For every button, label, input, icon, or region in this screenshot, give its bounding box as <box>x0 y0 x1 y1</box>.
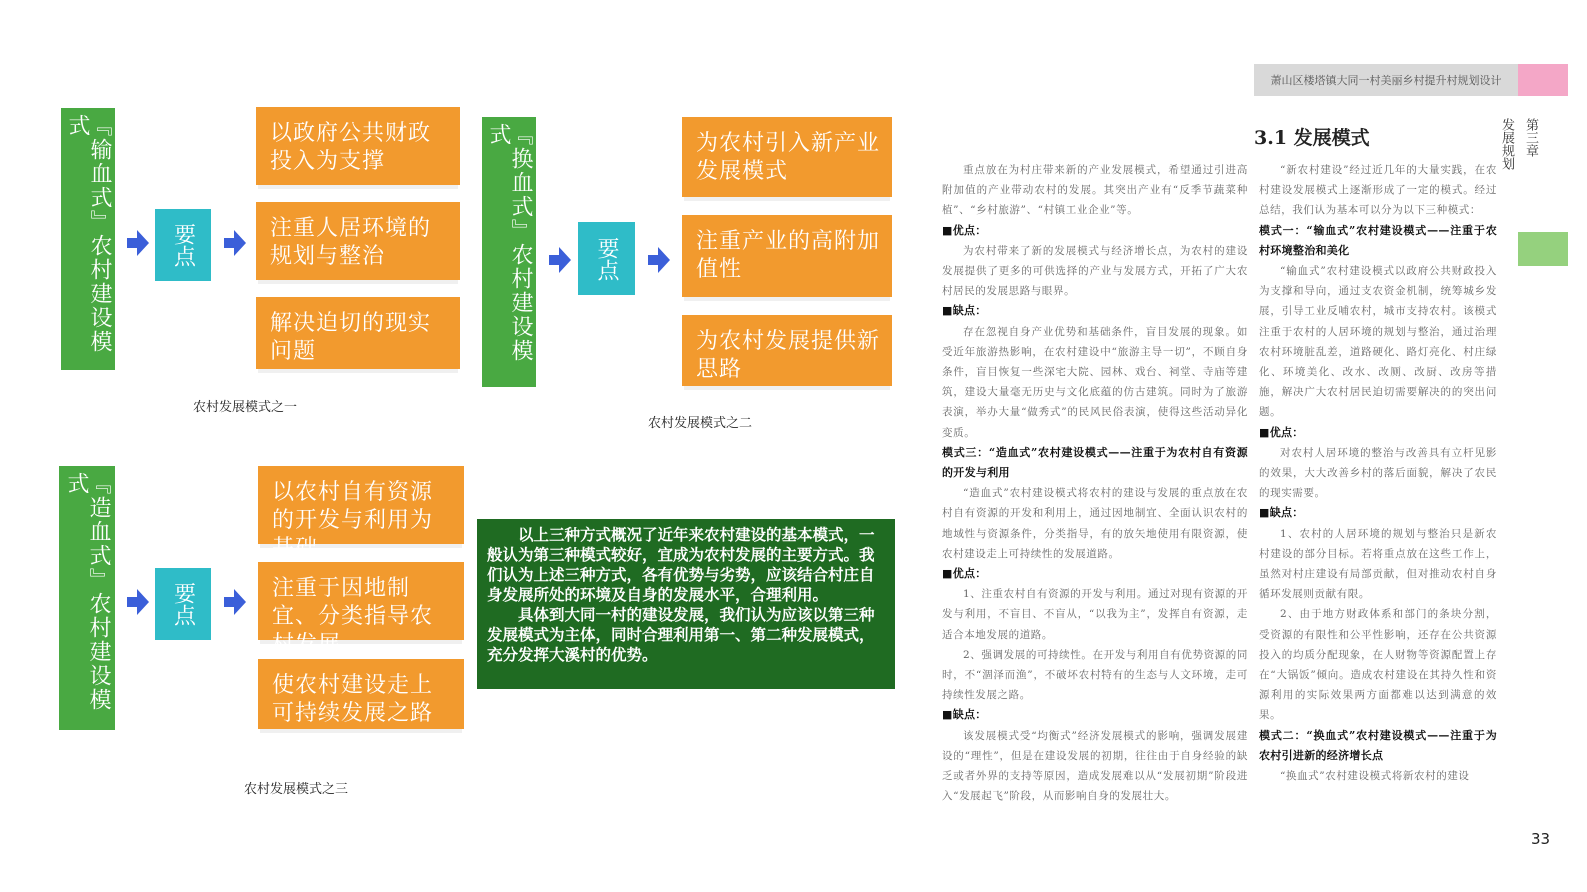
text-column-right <box>1259 160 1497 786</box>
header-accent <box>1518 64 1568 96</box>
point-box: 为农村发展提供新思路 <box>682 315 892 386</box>
subheading: ■优点： <box>1259 425 1304 439</box>
point-box: 解决迫切的现实问题 <box>256 297 460 369</box>
chapter-label <box>1499 118 1542 170</box>
document-header: 萧山区楼塔镇大同一村美丽乡村提升村规划设计 <box>1254 64 1518 96</box>
hematopoiesis-model-title: 『造血式』农村建设模式 <box>59 466 115 730</box>
summary-paragraph: 具体到大同一村的建设发展，我们认为应该以第三种发展模式为主体，同时合理利用第一、第二种发展模式，充分发挥大溪村的优势。 <box>487 606 875 664</box>
paragraph: “新农村建设”经过近几年的大量实践，在农村建设发展模式上逐渐形成了一定的模式。经过总结，我们认为基本可以分为以下三种模式： <box>1259 164 1497 217</box>
chapter-name: 发展规划 <box>1499 118 1514 170</box>
paragraph: “换血式”农村建设模式将新农村的建设 <box>1280 770 1470 783</box>
subheading: ■缺点： <box>942 304 987 318</box>
arrow-right-icon <box>127 230 149 256</box>
point-box: 以政府公共财政投入为支撑 <box>256 107 460 185</box>
subheading: ■缺点： <box>1259 506 1304 520</box>
paragraph: 2、强调发展的可持续性。在开发与利用自有优势资源的同时，不“涸泽而渔”，不破坏农村特有的生态与人文环境，走可持续性发展之路。 <box>942 648 1248 702</box>
diagram-caption: 农村发展模式之二 <box>648 416 753 431</box>
summary-box <box>477 519 895 689</box>
arrow-right-icon <box>549 247 571 273</box>
arrow-right-icon <box>127 589 149 615</box>
diagram-caption: 农村发展模式之三 <box>244 782 349 797</box>
subheading: 模式二：“换血式”农村建设模式——注重于为农村引进新的经济增长点 <box>1259 728 1497 762</box>
paragraph: “输血式”农村建设模式以政府公共财政投入为支撑和导向，通过支农资金机制，统筹城乡发展，引导工业反哺农村，城市支持农村。该模式注重于农村的人居环境的规划与整治，通过治理农村环境脏乱差，道路硬化、路灯亮化、村庄绿化、环境美化、改水、改厕、改厨、改房等措施，解决广大农村居民迫切需要解决的的突出问题。 <box>1259 265 1497 419</box>
subheading: ■优点： <box>942 223 987 237</box>
section-title: 3.1 发展模式 <box>1254 127 1370 149</box>
point-box: 使农村建设走上可持续发展之路 <box>258 659 464 729</box>
transfusion-model-title: 『输血式』农村建设模式 <box>61 108 115 370</box>
key-points-label: 要点 <box>155 568 211 640</box>
text-column-left <box>942 160 1248 807</box>
subheading: 模式一：“输血式”农村建设模式——注重于农村环境整治和美化 <box>1259 223 1497 257</box>
paragraph: 1、农村的人居环境的规划与整治只是新农村建设的部分目标。若将重点放在这些工作上，虽然对村庄建设有局部贡献，但对推动农村自身循环发展则贡献有限。 <box>1259 527 1497 601</box>
point-box: 注重于因地制宜、分类指导农村发展 <box>258 562 464 640</box>
chapter-accent <box>1518 232 1568 266</box>
paragraph: 为农村带来了新的发展模式与经济增长点，为农村的建设发展提供了更多的可供选择的产业与发展方式，开拓了广大农村居民的发展思路与眼界。 <box>942 244 1248 298</box>
paragraph: 2、由于地方财政体系和部门的条块分割，受资源的有限性和公平性影响，还存在公共资源投入的均质分配现象，在人财物等资源配置上存在“大锅饭”倾向。造成农村建设在其持久性和资源利用的实际效果两方面都难以达到满意的效果。 <box>1259 608 1497 722</box>
point-box: 注重产业的高附加值性 <box>682 215 892 297</box>
paragraph: “造血式”农村建设模式将农村的建设与发展的重点放在农村自有资源的开发和利用上，通过因地制宜、全面认识农村的地域性与资源条件，分类指导，有的放矢地使用有限资源，使农村建设走上可持续性的发展道路。 <box>942 487 1248 560</box>
paragraph: 重点放在为村庄带来新的产业发展模式，希望通过引进高附加值的产业带动农村的发展。其突出产业有“反季节蔬菜种植”、“乡村旅游”、“村镇工业企业”等。 <box>942 164 1248 217</box>
paragraph: 该发展模式受“均衡式”经济发展模式的影响，强调发展建设的“理性”，但是在建设发展的初期，往往由于自身经验的缺乏或者外界的支持等原因，造成发展难以从“发展初期”阶段进入“发展起飞”阶段，从而影响自身的发展壮大。 <box>942 729 1248 803</box>
arrow-right-icon <box>648 247 670 273</box>
summary-paragraph: 以上三种方式概况了近年来农村建设的基本模式，一般认为第三种模式较好，宜成为农村发展的主要方式。我们认为上述三种方式，各有优势与劣势，应该结合村庄自身发展所处的环境及自身的发展水平，合理利用。 <box>487 526 875 604</box>
paragraph: 存在忽视自身产业优势和基础条件，盲目发展的现象。如受近年旅游热影响，在农村建设中“旅游主导一切”，不顾自身条件，盲目恢复一些深宅大院、园林、戏台、祠堂、寺庙等建筑，建设大量毫无历史与文化底蕴的仿古建筑。同时为了旅游表演，举办大量“做秀式”的民风民俗表演，使得这些活动异化变质。 <box>942 325 1248 439</box>
page-number: 33 <box>1531 830 1551 848</box>
paragraph: 1、注重农村自有资源的开发与利用。通过对现有资源的开发与利用，不盲目、不盲从，“以我为主”，发挥自有资源，走适合本地发展的道路。 <box>942 588 1248 641</box>
arrow-right-icon <box>224 230 246 256</box>
point-box: 为农村引入新产业发展模式 <box>682 117 892 197</box>
point-box: 注重人居环境的规划与整治 <box>256 202 460 280</box>
arrow-right-icon <box>224 589 246 615</box>
subheading: ■缺点： <box>942 708 987 722</box>
chapter-number: 第三章 <box>1523 118 1538 157</box>
diagram-caption: 农村发展模式之一 <box>193 400 298 415</box>
exchange-model-title: 『换血式』农村建设模式 <box>482 117 536 387</box>
key-points-label: 要点 <box>155 209 211 281</box>
paragraph: 对农村人居环境的整治与改善具有立杆见影的效果，大大改善乡村的落后面貌，解决了农民的现实需要。 <box>1259 446 1497 500</box>
key-points-label: 要点 <box>578 222 635 295</box>
subheading: ■优点： <box>942 567 987 581</box>
subheading: 模式三：“造血式”农村建设模式——注重于为农村自有资源的开发与利用 <box>942 445 1248 480</box>
point-box: 以农村自有资源的开发与利用为基础 <box>258 466 464 544</box>
